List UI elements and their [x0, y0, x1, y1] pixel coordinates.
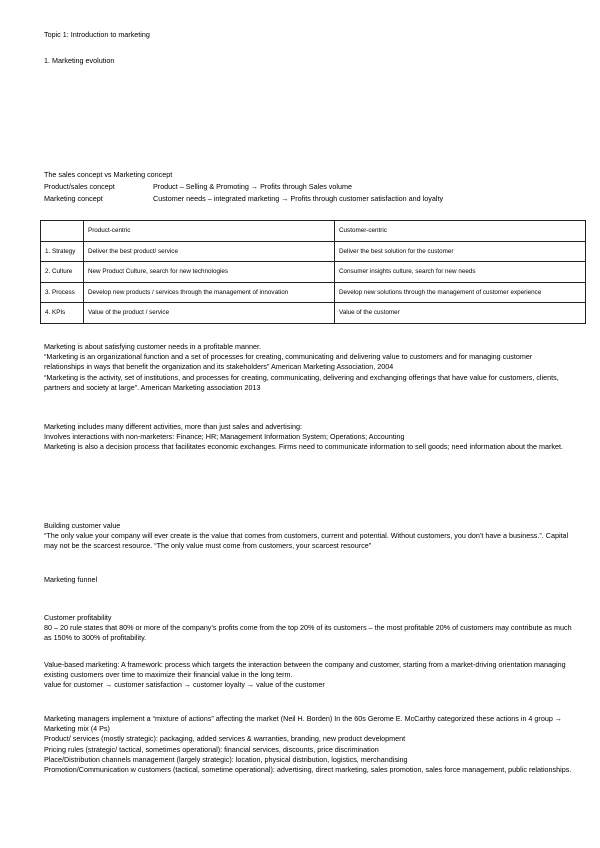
- profitability-block: [44, 613, 574, 644]
- concept-label: Product/sales concept: [44, 182, 115, 191]
- marketing-mix-block: [44, 714, 574, 775]
- table-header-row: [41, 221, 586, 242]
- table-row: [41, 303, 586, 324]
- table-cell: Deliver the best solution for the customer: [335, 241, 586, 262]
- paragraph: Marketing managers implement a “mixture of actions” affecting the market (Neil H. Borden) In the 60s Gerome E. McCarthy categorized these actions in 4 group → Marketing mix (4 Ps): [44, 714, 562, 734]
- section-heading: Marketing funnel: [44, 575, 98, 584]
- topic-title: Topic 1: Introduction to marketing: [44, 30, 150, 39]
- section-heading: 1. Marketing evolution: [44, 56, 115, 65]
- table-cell: 2. Culture: [41, 262, 84, 283]
- paragraph: Marketing includes many different activities, more than just sales and advertising:: [44, 422, 302, 431]
- table-cell: Consumer insights culture, search for new needs: [335, 262, 586, 283]
- table-cell: Develop new products / services through the management of innovation: [84, 282, 335, 303]
- table-row: [41, 262, 586, 283]
- paragraph: 80 – 20 rule states that 80% or more of the company’s profits come from the top 20% of its customers – the most profitable 20% of customers may contribute as much as 150% to 300% of profitability.: [44, 623, 572, 643]
- table-row: [41, 241, 586, 262]
- paragraph: Value-based marketing: A framework: process which targets the interaction between the company and customer, starting from a market-driving orientation managing existing customers over time to maximize their financial value in the long term.: [44, 660, 566, 680]
- table-cell: Develop new solutions through the management of customer experience: [335, 282, 586, 303]
- table-cell: 3. Process: [41, 282, 84, 303]
- comparison-table: [40, 220, 586, 324]
- table-cell: New Product Culture, search for new technologies: [84, 262, 335, 283]
- paragraph: “The only value your company will ever create is the value that comes from customers, current and potential. Without customers, you don’t have a business.”. Capital may not be the scarcest resource. “The only value must come from customers, your scarcest resource”: [44, 531, 569, 551]
- paragraph: Place/Distribution channels management (largely strategic): location, physical distribution, logistics, merchandising: [44, 754, 408, 764]
- concept-label: Marketing concept: [44, 194, 103, 203]
- table-header-cell: Customer-centric: [335, 221, 586, 242]
- paragraph: “Marketing is the activity, set of institutions, and processes for creating, communicating, delivering and exchanging offerings that have value for customers, clients, partners and society at large”. American Marketing association 2013: [44, 372, 559, 392]
- value-based-block: [44, 660, 574, 691]
- paragraph: Product/ services (mostly strategic): packaging, added services & warranties, branding, new product development: [44, 734, 406, 744]
- paragraph: Involves interactions with non-marketers: Finance; HR; Management Information System; Operations; Accounting: [44, 432, 405, 442]
- table-header-cell: [41, 221, 84, 242]
- table-header-cell: Product-centric: [84, 221, 335, 242]
- table-cell: Value of the customer: [335, 303, 586, 324]
- table-row: [41, 282, 586, 303]
- paragraph: “Marketing is an organizational function and a set of processes for creating, communicating and delivering value to customers and for managing customer relationships in ways that benefit the organization and its stakeholders” American Marketing Association, 2004: [44, 352, 533, 372]
- table-cell: 1. Strategy: [41, 241, 84, 262]
- definitions-block: [44, 342, 574, 393]
- paragraph: Pricing rules (strategic/ tactical, sometimes operational): financial services, discounts, price discrimination: [44, 744, 379, 754]
- table-cell: Value of the product / service: [84, 303, 335, 324]
- paragraph: Marketing is about satisfying customer needs in a profitable manner.: [44, 342, 261, 351]
- paragraph: Promotion/Communication w customers (tactical, sometime operational): advertising, direct marketing, sales promotion, sales force management, public relationships.: [44, 765, 572, 775]
- paragraph: Marketing is also a decision process that facilitates economic exchanges. Firms need to communicate information to sell goods; need information about the market.: [44, 442, 563, 452]
- customer-value-block: [44, 521, 574, 552]
- concept-description: Customer needs – integrated marketing → Profits through customer satisfaction and loyalty: [153, 194, 444, 203]
- concept-description: Product – Selling & Promoting → Profits through Sales volume: [153, 182, 352, 191]
- section-heading: Customer profitability: [44, 613, 112, 622]
- section-heading: Building customer value: [44, 521, 121, 530]
- sales-vs-marketing-heading: The sales concept vs Marketing concept: [44, 170, 173, 179]
- paragraph: value for customer → customer satisfaction → customer loyalty → value of the customer: [44, 680, 325, 690]
- table-cell: 4. KPIs: [41, 303, 84, 324]
- activities-block: [44, 422, 574, 453]
- table-cell: Deliver the best product/ service: [84, 241, 335, 262]
